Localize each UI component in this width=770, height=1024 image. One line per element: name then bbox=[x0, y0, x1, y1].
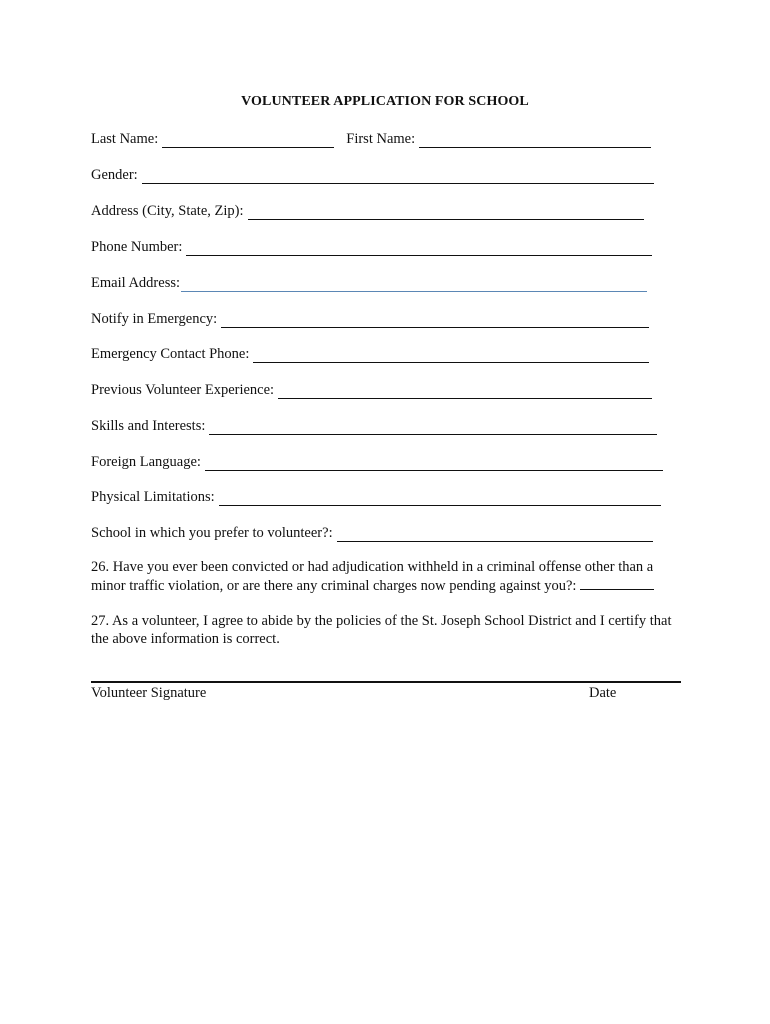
limitations-field[interactable] bbox=[219, 491, 661, 506]
language-row bbox=[91, 451, 663, 471]
first-name-field[interactable] bbox=[419, 133, 651, 148]
signature-line[interactable] bbox=[91, 681, 681, 683]
last-name-field[interactable] bbox=[162, 133, 334, 148]
gender-label: Gender: bbox=[91, 167, 138, 183]
form-title: VOLUNTEER APPLICATION FOR SCHOOL bbox=[241, 94, 529, 109]
gender-row bbox=[91, 164, 654, 184]
address-field[interactable] bbox=[248, 205, 644, 220]
gender-field[interactable] bbox=[142, 169, 654, 184]
limitations-row bbox=[91, 486, 661, 506]
question-26-answer-field[interactable] bbox=[580, 576, 654, 590]
address-label: Address (City, State, Zip): bbox=[91, 203, 244, 219]
first-name-label: First Name: bbox=[346, 131, 416, 147]
school-label: School in which you prefer to volunteer?: bbox=[91, 525, 333, 541]
language-label: Foreign Language: bbox=[91, 454, 201, 470]
skills-label: Skills and Interests: bbox=[91, 418, 206, 434]
limitations-label: Physical Limitations: bbox=[91, 489, 215, 505]
question-26-text: 26. Have you ever been convicted or had adjudication withheld in a criminal offense other than a minor traffic violation, or are there any criminal charges now pending against you?: bbox=[91, 559, 654, 594]
question-26 bbox=[91, 558, 683, 595]
phone-label: Phone Number: bbox=[91, 239, 183, 255]
phone-row bbox=[91, 236, 652, 256]
experience-field[interactable] bbox=[278, 384, 652, 399]
signature-label: Volunteer Signature bbox=[91, 685, 207, 701]
email-label: Email Address: bbox=[91, 275, 181, 291]
email-row bbox=[91, 272, 647, 292]
emergency-label: Notify in Emergency: bbox=[91, 311, 218, 327]
experience-row bbox=[91, 379, 652, 399]
question-27 bbox=[91, 612, 683, 648]
phone-field[interactable] bbox=[186, 241, 652, 256]
school-field[interactable] bbox=[337, 527, 653, 542]
question-27-text: 27. As a volunteer, I agree to abide by the policies of the St. Joseph School District and I certify that the above information is correct. bbox=[91, 613, 672, 647]
email-field[interactable] bbox=[181, 277, 647, 292]
emergency-field[interactable] bbox=[221, 313, 649, 328]
skills-field[interactable] bbox=[209, 420, 657, 435]
emergency-row bbox=[91, 308, 649, 328]
emergency-phone-field[interactable] bbox=[253, 348, 649, 363]
emergency-phone-row bbox=[91, 343, 649, 363]
emergency-phone-label: Emergency Contact Phone: bbox=[91, 346, 250, 362]
date-label: Date bbox=[589, 685, 617, 701]
language-field[interactable] bbox=[205, 456, 663, 471]
name-row bbox=[91, 128, 651, 148]
address-row bbox=[91, 200, 644, 220]
last-name-label: Last Name: bbox=[91, 131, 159, 147]
experience-label: Previous Volunteer Experience: bbox=[91, 382, 275, 398]
skills-row bbox=[91, 415, 657, 435]
school-row bbox=[91, 522, 653, 542]
